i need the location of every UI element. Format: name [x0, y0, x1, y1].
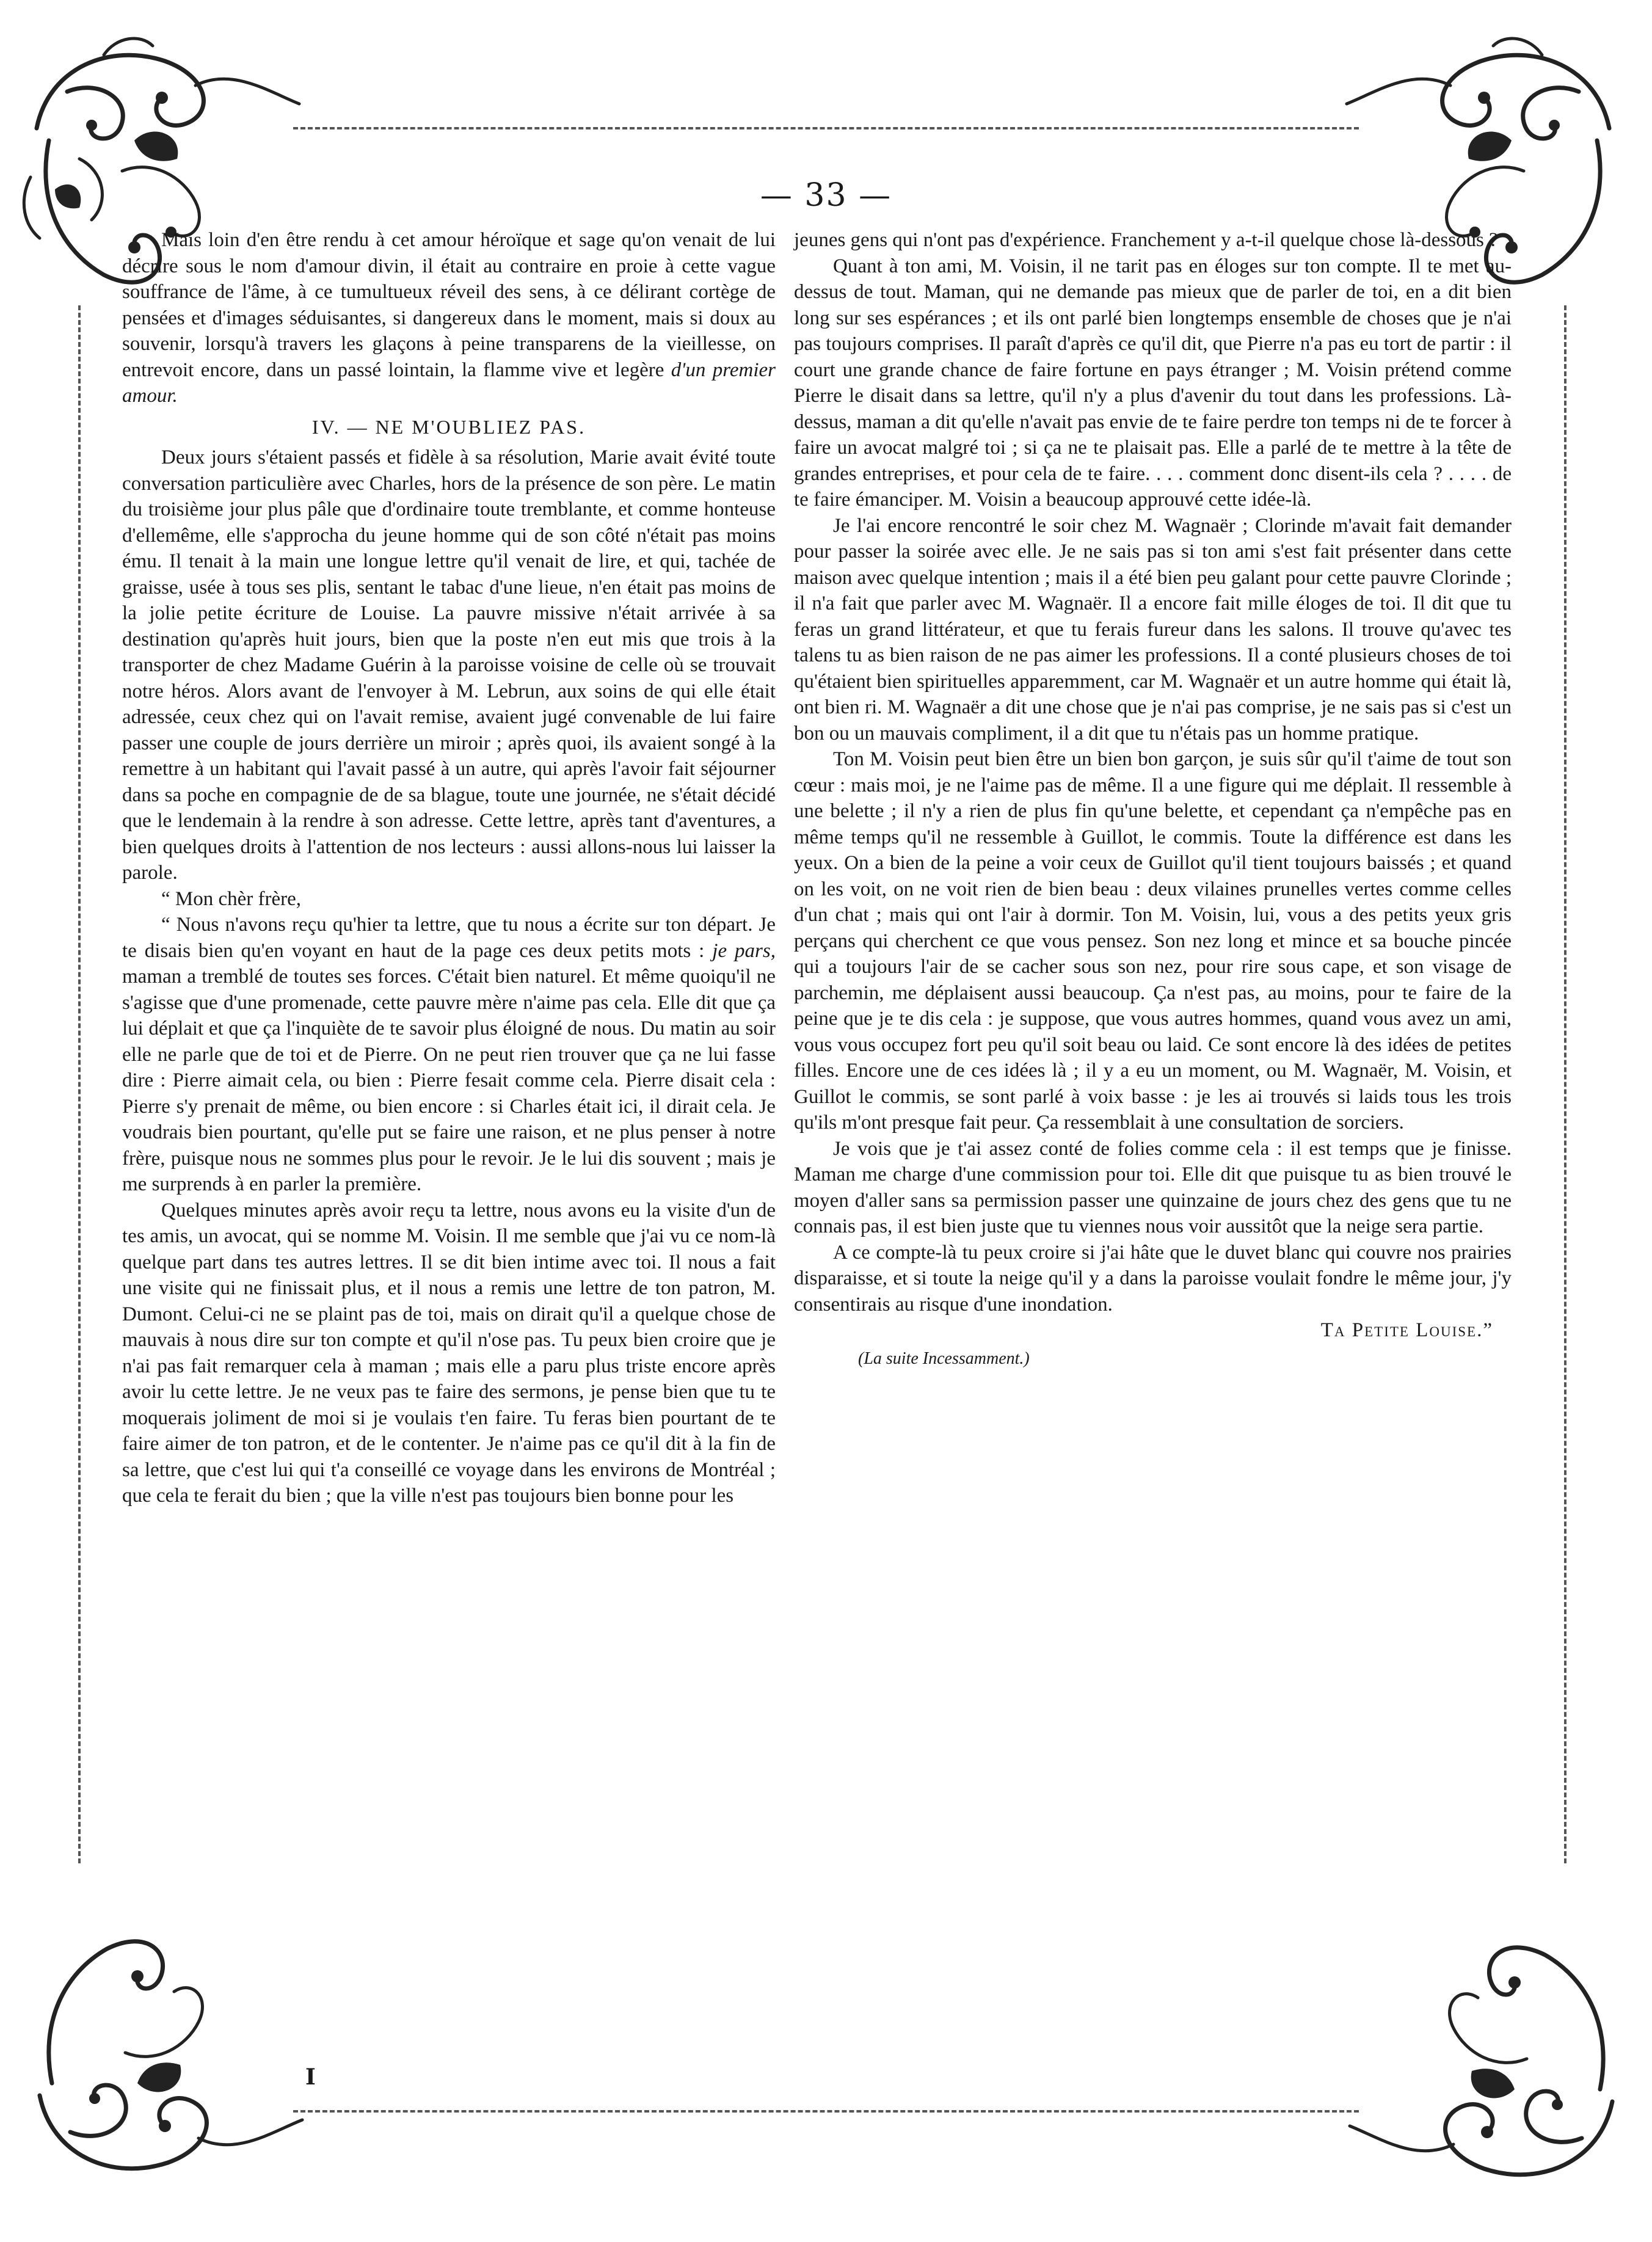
corner-ornament-bottom-right — [1319, 1894, 1637, 2211]
paragraph: Mais loin d'en être rendu à cet amour héroïque et sage qu'on venait de lui décrire sous le nom d'amour divin, il était au contraire en proie à cette vague souffrance de l'âme, à ce tumultueux réveil des sens, à ce délirant cortège de pensées et d'images séduisantes, si dangereux dans le moment, mais si doux au souvenir, lorsqu'à travers les glaçons à peine transparens de la vieillesse, on entrevoit encore, dans un passé lointain, la flamme vive et legère d'un premier amour. — [122, 229, 776, 407]
letter-salutation: “ Mon chèr frère, — [161, 887, 302, 910]
border-rule-left — [78, 305, 81, 1863]
paragraph: Je vois que je t'ai assez conté de folies comme cela : il est temps que je finisse. Maman me charge d'une commission pour toi. Elle dit que puisque tu as bien trouvé le moyen d'aller sans sa permission passer une quinzaine de jours chez des gens que tu ne connais pas, il est bien juste que tu viennes nous voir aussitôt que la neige sera partie. — [794, 1137, 1512, 1237]
paragraph: jeunes gens qui n'ont pas d'expérience. Franchement y a-t-il quelque chose là-dessous ? — [794, 229, 1498, 251]
paragraph: “ Nous n'avons reçu qu'hier ta lettre, que tu nous a écrite sur ton départ. Je te disais bien qu'en voyant en haut de la page ces deux petits mots : je pars, maman a tremblé de toutes ses forces. C'était bien naturel. Et même quoiqu'il ne s'agisse que d'une promenade, cette pauvre mère n'aime pas cela. Elle dit que ça lui déplait et que ça l'inquiète de te savoir plus éloigné de nous. Du matin au soir elle ne parle que de toi et de Pierre. On ne peut rien trouver que ça ne lui fasse dire : Pierre aimait cela, ou bien : Pierre fesait comme cela. Pierre disait cela : Pierre s'y prenait de même, ou bien encore : si Charles était ici, il dirait cela. Je voudrais bien pourtant, qu'elle put se faire une raison, et ne plus penser à notre frère, puisque nous ne sommes plus pour le revoir. Je le lui dis souvent ; mais je me surprends à en parler la première. — [122, 914, 776, 1195]
to-be-continued-note: (La suite Incessamment.) — [858, 1348, 1030, 1368]
letter-signature: Ta Petite Louise.” — [1320, 1319, 1493, 1341]
printer-signature-mark: I — [305, 2064, 316, 2090]
border-rule-bottom — [293, 2110, 1359, 2113]
signature-line — [794, 1317, 1512, 1344]
paragraph: Quant à ton ami, M. Voisin, il ne tarit pas en éloges sur ton compte. Il te met au-dessus de tout. Maman, qui ne demande pas mieux que de parler de toi, en a dit bien long sur ses espérances ; et ils ont parlé bien longtemps ensemble de choses que je n'ai pas toujours comprises. Il paraît d'après ce qu'il dit, que Pierre n'a pas eu tort de partir : il court une grande chance de faire fortune en pays étranger ; M. Voisin prétend comme Pierre le disait dans sa lettre, qu'il n'y a plus d'avenir du tout dans les professions. Là-dessus, maman a dit qu'elle n'avait pas envie de te faire perdre ton temps ni de te forcer à faire un avocat malgré toi ; si ça ne te plaisait pas. Elle a parlé de te mettre à la tête de grandes entreprises, et pour cela de te faire. . . . comment donc disent-ils cela ? . . . . de te faire émanciper. M. Voisin a beaucoup approuvé cette idée-là. — [794, 255, 1512, 511]
paragraph: Je l'ai encore rencontré le soir chez M. Wagnaër ; Clorinde m'avait fait demander pour passer la soirée avec elle. Je ne sais pas si ton ami s'est fait présenter dans cette maison avec quelque intention ; mais il a été bien peu galant pour cette pauvre Clorinde ; il n'a fait que parler avec M. Wagnaër. Il a encore fait mille éloges de toi. Il dit que tu feras un grand littérateur, et que tu ferais fureur dans les salons. Il trouve qu'avec tes talens tu as bien raison de ne pas aimer les professions. Il a conté plusieurs choses de toi qu'étaient bien spirituelles apparemment, car M. Wagnaër et un autre homme qui était là, ont bien ri. M. Wagnaër a dit une chose que je n'ai pas comprise, je ne sais pas si c'est un bon ou un mauvais compliment, il a dit que tu n'étais pas un homme pratique. — [794, 514, 1512, 744]
left-column — [122, 227, 776, 1509]
paragraph: Quelques minutes après avoir reçu ta lettre, nous avons eu la visite d'un de tes amis, un avocat, qui se nomme M. Voisin. Il me semble que j'ai vu ce nom-là quelque part dans tes autres lettres. Il se dit bien intime avec toi. Il nous a fait une visite qui ne finissait plus, et il nous a remis une lettre de ton patron, M. Dumont. Celui-ci ne se plaint pas de toi, mais on dirait qu'il a quelque chose de mauvais à nous dire sur ton compte et qu'il n'ose pas. Tu peux bien croire que je n'ai pas fait remarquer cela à maman ; mais elle a paru plus triste encore après avoir lu cette lettre. Je ne veux pas te faire des sermons, je pense bien que tu te moquerais joliment de moi si je voulais t'en faire. Tu feras bien pourtant de te faire aimer de ton patron, et de le contenter. Je n'aime pas ce qu'il dit à la fin de sa lettre, que c'est lui qui t'a conseillé ce voyage dans les environs de Montréal ; que cela te ferait du bien ; que la ville n'est pas toujours bien bonne pour les — [122, 1199, 776, 1507]
paragraph: Deux jours s'étaient passés et fidèle à sa résolution, Marie avait évité toute conversation particulière avec Charles, hors de la présence de son père. Le matin du troisième jour plus pâle que d'ordinaire toute tremblante, et comme honteuse d'ellemême, elle s'approcha du jeune homme qui de son côté n'était pas moins ému. Il tenait à la main une longue lettre qu'il venait de lire, et qui, tachée de graisse, usée à tous ses plis, sentant le tabac d'une lieue, n'en était pas moins de la jolie petite écriture de Louise. La pauvre missive n'était arrivée à sa destination qu'après huit jours, bien que la poste n'en eut mis que trois à la transporter de chez Madame Guérin à la paroisse voisine de celle où se trouvait notre héros. Alors avant de l'envoyer à M. Lebrun, aux soins de qui elle était adressée, ceux chez qui on l'avait remise, avaient jugé convenable de lui faire passer une couple de jours derrière un miroir ; après quoi, ils avaient songé à la remettre à un habitant qui l'avait passé à un autre, qui après l'avoir fait séjourner dans sa poche en compagnie de de sa blague, toute une journée, ne s'était décidé que le lendemain à la rendre à son adresse. Cette lettre, après tant d'aventures, a bien quelques droits à l'attention de nos lecteurs : aussi allons-nous lui laisser la parole. — [122, 446, 776, 884]
border-rule-top — [293, 127, 1359, 129]
right-column — [794, 227, 1512, 1372]
corner-ornament-bottom-left — [15, 1888, 333, 2205]
border-rule-right — [1564, 305, 1566, 1863]
section-title: IV. — NE M'OUBLIEZ PAS. — [311, 415, 586, 438]
paragraph: Ton M. Voisin peut bien être un bien bon garçon, je suis sûr qu'il t'aime de tout son cœur : mais moi, je ne l'aime pas de même. Il a une figure qui me déplait. Il ressemble à une belette ; il n'y a rien de plus fin qu'une belette, et cependant ça n'empêche pas en même temps qu'il ne ressemble à Guillot, le commis. Toute la différence est dans les yeux. On a bien de la peine a voir ceux de Guillot qu'il tient toujours baissés ; et quand on les voit, on ne voit rien de bien beau : deux vilaines prunelles vertes comme celles d'un chat ; mais qui ont l'air à dormir. Ton M. Voisin, lui, vous a des petits yeux gris perçans qui cherchent ce que vous pensez. Son nez long et mince et sa bouche pincée qui a toujours l'air de se cacher sous son nez, pour rire sous cape, et son visage de parchemin, me déplaisent aussi beaucoup. Ça n'est pas, au moins, pour te faire de la peine que je te dis cela : je suppose, que vous autres hommes, quand vous avez un ami, vous vous occupez fort peu qu'il soit beau ou laid. Ce sont encore là des idées de petites filles. Encore une de ces idées là ; il y a eu un moment, ou M. Wagnaër, M. Voisin, et Guillot le commis, se sont parlé à voix basse : je les ai trouvés si laids tous les trois qu'ils m'ont presque fait peur. Ça ressemblait à une consultation de sorciers. — [794, 748, 1512, 1134]
paragraph: A ce compte-là tu peux croire si j'ai hâte que le duvet blanc qui couvre nos prairies disparaisse, et si toute la neige qu'il y a dans la paroisse voulait fondre le même jour, j'y consentirais au risque d'une inondation. — [794, 1241, 1512, 1316]
page-number: — 33 — — [760, 177, 892, 214]
